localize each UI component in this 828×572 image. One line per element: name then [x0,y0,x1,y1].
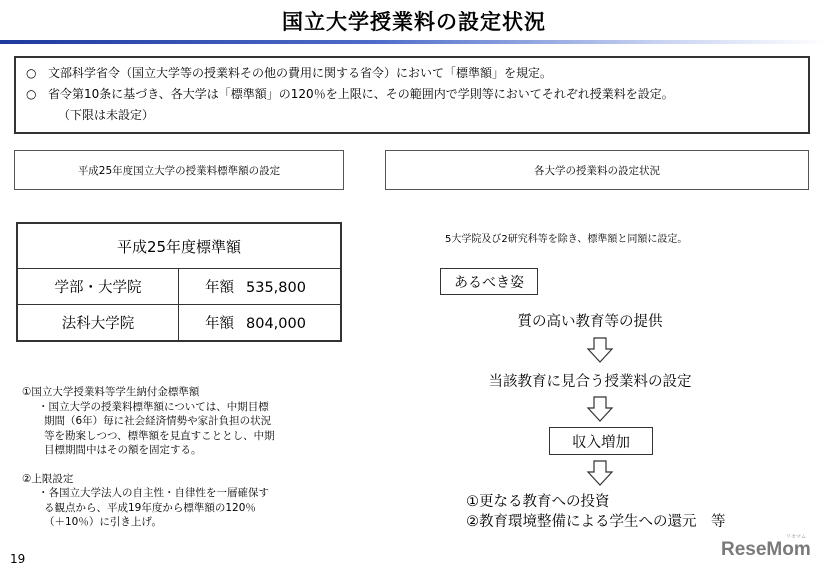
row-amount-cell [179,269,342,305]
amount-label: 年額 [205,316,234,332]
down-arrow-icon [586,460,614,486]
summary-text-3: （下限は未設定） [58,108,155,122]
page-title: 国立大学授業料の設定状況 [282,10,546,34]
amount-label: 年額 [205,280,234,296]
bullet-circle-icon: ○ [26,66,37,80]
summary-line-1 [26,63,798,84]
summary-text-2: 省令第10条に基づき、各大学は「標準額」の120％を上限に、その範囲内で学則等においてそれぞれ授業料を設定。 [48,87,674,101]
bullet-circle-icon: ○ [26,87,37,101]
notes-section [22,385,275,530]
note-1-line: 期間（6年）毎に社会経済情勢や家計負担の状況 [44,415,272,427]
summary-line-2 [26,84,798,105]
down-arrow-icon [586,337,614,363]
revenue-increase-box: 収入増加 [549,427,653,455]
note-1-line: 等を勘案しつつ、標準額を見直すこととし、中期 [44,429,275,442]
brand-logo: ReseMom [721,539,811,560]
summary-box [14,56,810,134]
note-2-line: る観点から、平成19年度から標準額の120％ [44,501,256,514]
note-1-line: ・国立大学の授業料標準額については、中期目標 [38,400,269,413]
amount-value: 535,800 [246,280,306,296]
outcomes-list [466,492,726,532]
page-number: 19 [10,552,26,566]
amount-value: 804,000 [246,316,306,332]
standard-fee-table [16,222,342,342]
note-1-title: ①国立大学授業料等学生納付金標準額 [22,386,200,398]
flow-step-appropriate-fee: 当該教育に見合う授業料の設定 [488,374,692,390]
table-row [17,269,341,305]
table-header: 平成25年度標準額 [17,223,341,269]
summary-text-1: 文部科学省令（国立大学等の授業料その他の費用に関する省令）において「標準額」を規定。 [48,66,553,80]
note-2-line: （＋10％）に引き上げ。 [44,516,162,528]
ideal-label-box: あるべき姿 [440,268,538,295]
right-section-header: 各大学の授業料の設定状況 [385,150,809,190]
note-2-line: ・各国立大学法人の自主性・自律性を一層確保す [38,487,269,499]
row-category: 法科大学院 [17,305,179,342]
right-status-note: 5大学院及び2研究科等を除き、標準額と同額に設定。 [445,234,688,245]
row-category: 学部・大学院 [17,269,179,305]
down-arrow-icon [586,396,614,422]
left-section-header: 平成25年度国立大学の授業料標準額の設定 [14,150,344,190]
outcome-item: ②教育環境整備による学生への還元 等 [466,514,726,530]
table-row [17,305,341,342]
table-header-row [17,223,341,269]
row-amount-cell [179,305,342,342]
note-1-line: 目標期間中はその額を固定する。 [44,444,202,456]
flow-step-quality-education: 質の高い教育等の提供 [517,314,663,330]
brand-subtitle: リセマム [786,534,806,540]
outcome-item: ①更なる教育への投資 [466,494,610,510]
title-underline [0,40,828,44]
note-2-title: ②上限設定 [22,472,74,485]
